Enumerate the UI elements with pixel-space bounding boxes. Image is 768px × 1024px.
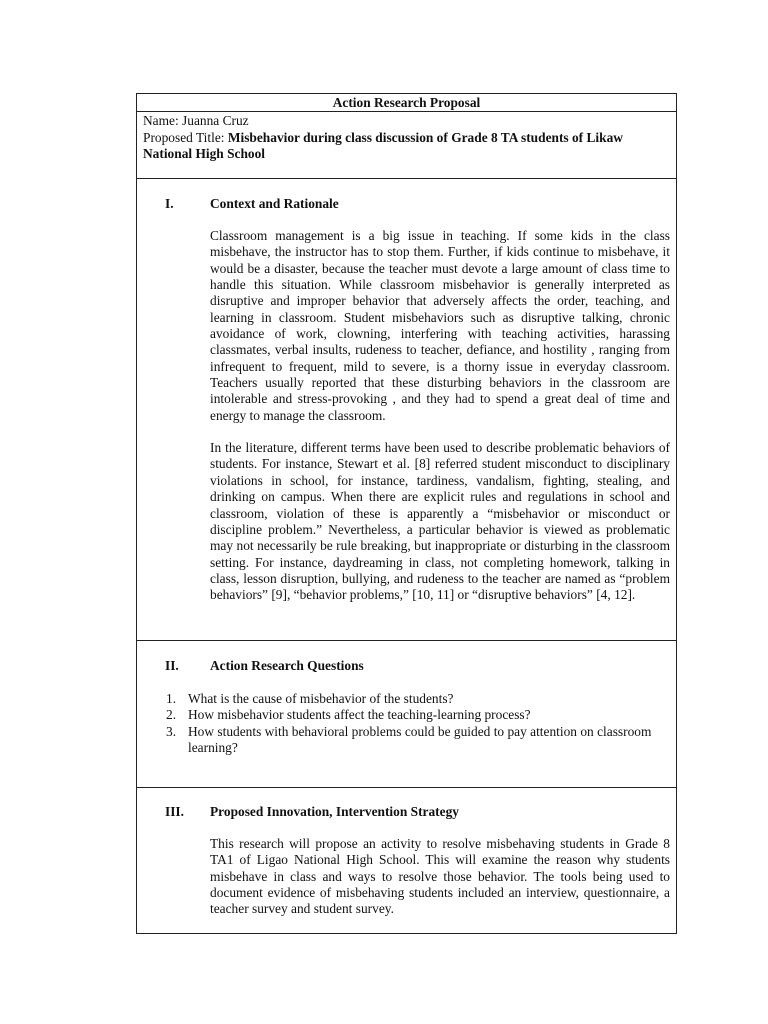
section-context xyxy=(137,179,676,641)
list-item xyxy=(137,724,676,757)
list-item xyxy=(137,707,676,723)
proposed-title-continuation: National High School xyxy=(143,146,266,161)
section-heading xyxy=(137,196,676,216)
proposal-info xyxy=(137,112,676,179)
question-text: What is the cause of misbehavior of the students? xyxy=(188,691,454,706)
context-paragraph-2: In the literature, different terms have been used to describe problematic behaviors of students. For instance, Stewart et al. [8] referred student misconduct to disciplinary violations in school, for instance, tardiness, vandalism, fighting, stealing, and drinking on campus. When there are explicit rules and regulations in school and classroom, violation of these is apparently a “misbehavior or misconduct or discipline problem.” Nevertheless, a particular behavior is viewed as problematic may not necessarily be rule breaking, but inappropriate or disturbing in the classroom setting. For instance, daydreaming in class, not completing homework, talking in class, lesson disruption, bullying, and rudeness to the teacher are named as “problem behaviors” [9], “behavior problems,” [10, 11] or “disruptive behaviors” [4, 12]. xyxy=(210,440,670,603)
section-questions xyxy=(137,641,676,788)
section-number: III. xyxy=(165,804,184,819)
section-heading xyxy=(137,804,676,824)
section-title: Proposed Innovation, Intervention Strategy xyxy=(210,804,459,819)
question-number: 3. xyxy=(166,723,177,739)
section-heading xyxy=(137,658,676,678)
section-number: II. xyxy=(165,658,179,673)
section-title: Action Research Questions xyxy=(210,658,364,673)
section-innovation xyxy=(137,788,676,933)
proposed-title-line xyxy=(143,130,670,147)
questions-list xyxy=(137,691,676,756)
question-number: 2. xyxy=(166,707,177,723)
proposed-title-label: Proposed Title: xyxy=(143,129,228,145)
innovation-paragraph: This research will propose an activity to resolve misbehaving students in Grade 8 TA1 of Ligao National High School. This will examine the reason why students misbehave in class and ways to resolve those behavior. The tools being used to document evidence of misbehaving students included an interview, questionnaire, a teacher survey and student survey. xyxy=(210,836,670,917)
proposal-table xyxy=(136,93,677,934)
proposed-title-text: Misbehavior during class discussion of Grade 8 TA students of Likaw xyxy=(227,129,623,145)
name-line: Name: Juanna Cruz xyxy=(143,113,249,128)
question-number: 1. xyxy=(166,691,177,706)
question-text: How students with behavioral problems could be guided to pay attention on classroom learning? xyxy=(188,723,652,755)
list-item xyxy=(137,691,676,707)
context-paragraph-1: Classroom management is a big issue in teaching. If some kids in the class misbehave, the instructor has to stop them. Further, if kids continue to misbehave, it would be a disaster, because the teacher must devote a large amount of class time to handle this situation. While classroom misbehavior is generally interpreted as disruptive and improper behavior that adversely affects the order, teaching, and learning in classroom. Student misbehaviors such as disruptive talking, chronic avoidance of work, clowning, interfering with teaching activities, harassing classmates, verbal insults, rudeness to teacher, defiance, and hostility , ranging from infrequent to frequent, mild to severe, is a thorny issue in everyday classroom. Teachers usually reported that these disturbing behaviors in the classroom are intolerable and stress-provoking , and they had to spend a great deal of time and energy to manage the classroom. xyxy=(210,228,670,423)
section-number: I. xyxy=(165,196,174,211)
question-text: How misbehavior students affect the teaching-learning process? xyxy=(188,707,531,723)
document-title: Action Research Proposal xyxy=(137,94,676,112)
section-title: Context and Rationale xyxy=(210,196,339,211)
